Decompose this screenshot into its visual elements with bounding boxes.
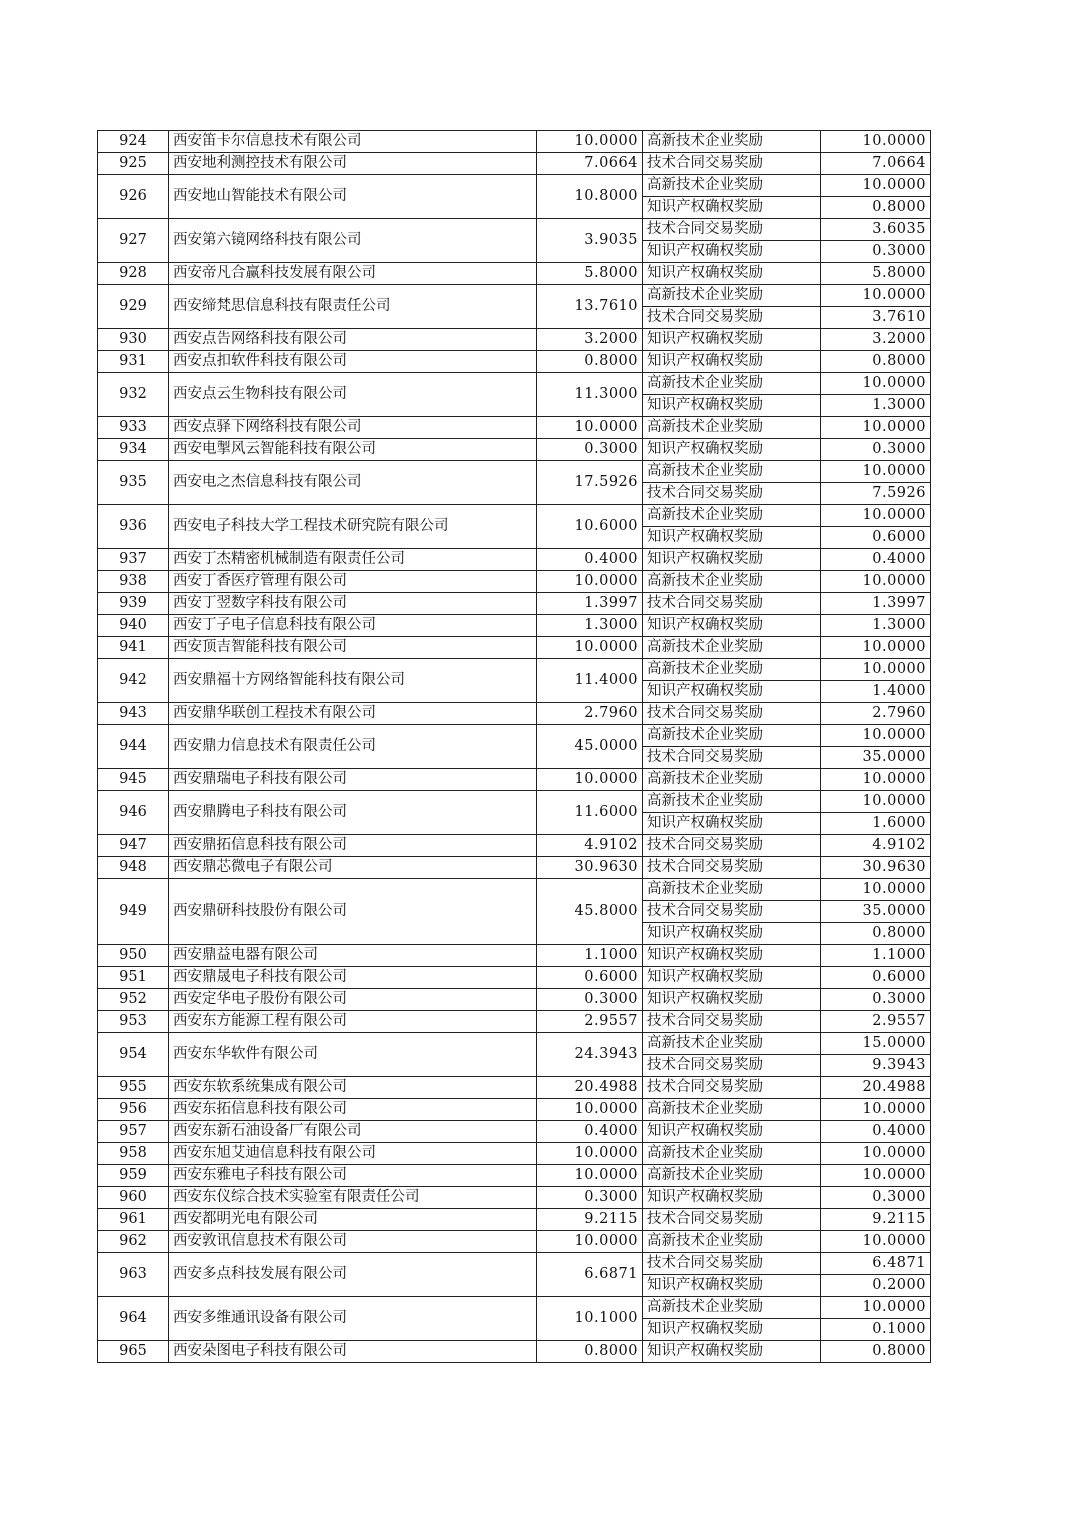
total-amount: 2.9557	[537, 1011, 643, 1033]
total-amount: 10.0000	[537, 131, 643, 153]
award-type: 知识产权确权奖励	[643, 923, 821, 945]
award-type: 技术合同交易奖励	[643, 593, 821, 615]
award-type: 知识产权确权奖励	[643, 351, 821, 373]
total-amount: 1.3997	[537, 593, 643, 615]
award-type: 技术合同交易奖励	[643, 153, 821, 175]
total-amount: 45.0000	[537, 725, 643, 769]
company-name: 西安东仪综合技术实验室有限责任公司	[169, 1187, 537, 1209]
company-name: 西安多点科技发展有限公司	[169, 1253, 537, 1297]
award-amount: 0.3000	[821, 241, 931, 263]
company-name: 西安鼎瑞电子科技有限公司	[169, 769, 537, 791]
table-row	[98, 769, 931, 791]
total-amount: 11.3000	[537, 373, 643, 417]
award-amount: 1.3000	[821, 615, 931, 637]
award-amount: 3.7610	[821, 307, 931, 329]
award-amount: 20.4988	[821, 1077, 931, 1099]
award-amount: 10.0000	[821, 769, 931, 791]
award-amount: 10.0000	[821, 879, 931, 901]
row-number: 953	[98, 1011, 169, 1033]
row-number: 964	[98, 1297, 169, 1341]
award-amount: 10.0000	[821, 373, 931, 395]
award-type: 高新技术企业奖励	[643, 505, 821, 527]
row-number: 965	[98, 1341, 169, 1363]
row-number: 942	[98, 659, 169, 703]
company-name: 西安鼎晟电子科技有限公司	[169, 967, 537, 989]
total-amount: 11.4000	[537, 659, 643, 703]
award-amount: 0.3000	[821, 1187, 931, 1209]
award-type: 知识产权确权奖励	[643, 1319, 821, 1341]
company-name: 西安鼎益电器有限公司	[169, 945, 537, 967]
award-amount: 10.0000	[821, 1143, 931, 1165]
row-number: 932	[98, 373, 169, 417]
company-name: 西安电子科技大学工程技术研究院有限公司	[169, 505, 537, 549]
total-amount: 0.3000	[537, 439, 643, 461]
total-amount: 0.8000	[537, 351, 643, 373]
row-number: 961	[98, 1209, 169, 1231]
award-type: 知识产权确权奖励	[643, 1121, 821, 1143]
company-name: 西安电掣风云智能科技有限公司	[169, 439, 537, 461]
award-amount: 1.4000	[821, 681, 931, 703]
company-name: 西安第六镜网络科技有限公司	[169, 219, 537, 263]
company-name: 西安笛卡尔信息技术有限公司	[169, 131, 537, 153]
award-amount: 10.0000	[821, 725, 931, 747]
award-type: 知识产权确权奖励	[643, 241, 821, 263]
total-amount: 45.8000	[537, 879, 643, 945]
award-type: 高新技术企业奖励	[643, 1143, 821, 1165]
company-name: 西安顶吉智能科技有限公司	[169, 637, 537, 659]
row-number: 948	[98, 857, 169, 879]
total-amount: 11.6000	[537, 791, 643, 835]
table-row	[98, 945, 931, 967]
table-row	[98, 637, 931, 659]
table-row	[98, 703, 931, 725]
total-amount: 10.0000	[537, 1099, 643, 1121]
table-row	[98, 263, 931, 285]
award-amount: 0.1000	[821, 1319, 931, 1341]
award-amount: 1.3000	[821, 395, 931, 417]
table-row	[98, 153, 931, 175]
company-name: 西安帝凡合赢科技发展有限公司	[169, 263, 537, 285]
total-amount: 10.8000	[537, 175, 643, 219]
row-number: 928	[98, 263, 169, 285]
award-amount: 10.0000	[821, 1297, 931, 1319]
row-number: 938	[98, 571, 169, 593]
award-amount: 5.8000	[821, 263, 931, 285]
company-name: 西安朵图电子科技有限公司	[169, 1341, 537, 1363]
award-type: 高新技术企业奖励	[643, 791, 821, 813]
company-name: 西安鼎研科技股份有限公司	[169, 879, 537, 945]
company-name: 西安东方能源工程有限公司	[169, 1011, 537, 1033]
award-type: 知识产权确权奖励	[643, 945, 821, 967]
award-amount: 10.0000	[821, 285, 931, 307]
award-type: 技术合同交易奖励	[643, 219, 821, 241]
table-row	[98, 1165, 931, 1187]
award-amount: 10.0000	[821, 791, 931, 813]
award-amount: 10.0000	[821, 1231, 931, 1253]
total-amount: 4.9102	[537, 835, 643, 857]
award-amount: 0.6000	[821, 967, 931, 989]
award-type: 高新技术企业奖励	[643, 769, 821, 791]
total-amount: 17.5926	[537, 461, 643, 505]
company-name: 西安东雅电子科技有限公司	[169, 1165, 537, 1187]
award-amount: 1.3997	[821, 593, 931, 615]
row-number: 950	[98, 945, 169, 967]
award-type: 高新技术企业奖励	[643, 461, 821, 483]
row-number: 941	[98, 637, 169, 659]
award-type: 知识产权确权奖励	[643, 967, 821, 989]
table-row	[98, 1033, 931, 1055]
company-name: 西安点扣软件科技有限公司	[169, 351, 537, 373]
total-amount: 10.0000	[537, 571, 643, 593]
company-name: 西安地山智能技术有限公司	[169, 175, 537, 219]
award-type: 技术合同交易奖励	[643, 1209, 821, 1231]
company-name: 西安定华电子股份有限公司	[169, 989, 537, 1011]
award-amount: 10.0000	[821, 131, 931, 153]
award-amount: 10.0000	[821, 461, 931, 483]
award-type: 知识产权确权奖励	[643, 527, 821, 549]
company-name: 西安点云生物科技有限公司	[169, 373, 537, 417]
award-amount: 0.4000	[821, 549, 931, 571]
award-amount: 0.6000	[821, 527, 931, 549]
row-number: 947	[98, 835, 169, 857]
company-name: 西安鼎腾电子科技有限公司	[169, 791, 537, 835]
award-type: 知识产权确权奖励	[643, 989, 821, 1011]
award-amount: 30.9630	[821, 857, 931, 879]
award-type: 高新技术企业奖励	[643, 1231, 821, 1253]
award-amount: 9.2115	[821, 1209, 931, 1231]
award-type: 知识产权确权奖励	[643, 1275, 821, 1297]
table-row	[98, 571, 931, 593]
table-row	[98, 1341, 931, 1363]
row-number: 945	[98, 769, 169, 791]
table-row	[98, 131, 931, 153]
total-amount: 0.3000	[537, 989, 643, 1011]
award-amount: 0.8000	[821, 923, 931, 945]
company-name: 西安东旭艾迪信息科技有限公司	[169, 1143, 537, 1165]
table-row	[98, 351, 931, 373]
row-number: 930	[98, 329, 169, 351]
award-type: 高新技术企业奖励	[643, 637, 821, 659]
total-amount: 0.4000	[537, 1121, 643, 1143]
total-amount: 13.7610	[537, 285, 643, 329]
table-row	[98, 1099, 931, 1121]
row-number: 935	[98, 461, 169, 505]
award-type: 技术合同交易奖励	[643, 703, 821, 725]
total-amount: 24.3943	[537, 1033, 643, 1077]
table-row	[98, 835, 931, 857]
total-amount: 9.2115	[537, 1209, 643, 1231]
award-amount: 1.6000	[821, 813, 931, 835]
table-row	[98, 989, 931, 1011]
total-amount: 0.4000	[537, 549, 643, 571]
award-type: 高新技术企业奖励	[643, 1099, 821, 1121]
total-amount: 2.7960	[537, 703, 643, 725]
award-type: 技术合同交易奖励	[643, 307, 821, 329]
award-amount: 2.7960	[821, 703, 931, 725]
award-amount: 10.0000	[821, 417, 931, 439]
award-amount: 0.3000	[821, 439, 931, 461]
award-type: 技术合同交易奖励	[643, 483, 821, 505]
row-number: 929	[98, 285, 169, 329]
table-row	[98, 593, 931, 615]
award-type: 高新技术企业奖励	[643, 879, 821, 901]
table-row	[98, 439, 931, 461]
award-type: 知识产权确权奖励	[643, 395, 821, 417]
row-number: 956	[98, 1099, 169, 1121]
award-amount: 9.3943	[821, 1055, 931, 1077]
table-row	[98, 219, 931, 241]
award-amount: 0.4000	[821, 1121, 931, 1143]
table-row	[98, 1209, 931, 1231]
company-name: 西安丁翌数字科技有限公司	[169, 593, 537, 615]
table-row	[98, 175, 931, 197]
award-type: 知识产权确权奖励	[643, 1341, 821, 1363]
award-amount: 4.9102	[821, 835, 931, 857]
total-amount: 10.0000	[537, 769, 643, 791]
award-amount: 10.0000	[821, 175, 931, 197]
company-name: 西安东软系统集成有限公司	[169, 1077, 537, 1099]
row-number: 933	[98, 417, 169, 439]
table-row	[98, 857, 931, 879]
award-type: 高新技术企业奖励	[643, 1033, 821, 1055]
total-amount: 10.1000	[537, 1297, 643, 1341]
company-name: 西安敦讯信息技术有限公司	[169, 1231, 537, 1253]
company-name: 西安鼎芯微电子有限公司	[169, 857, 537, 879]
row-number: 951	[98, 967, 169, 989]
row-number: 959	[98, 1165, 169, 1187]
award-amount: 35.0000	[821, 747, 931, 769]
row-number: 925	[98, 153, 169, 175]
company-name: 西安丁香医疗管理有限公司	[169, 571, 537, 593]
company-name: 西安鼎拓信息科技有限公司	[169, 835, 537, 857]
award-amount: 0.8000	[821, 1341, 931, 1363]
row-number: 931	[98, 351, 169, 373]
row-number: 944	[98, 725, 169, 769]
table-row	[98, 1231, 931, 1253]
award-type: 高新技术企业奖励	[643, 373, 821, 395]
total-amount: 3.9035	[537, 219, 643, 263]
table-row	[98, 461, 931, 483]
total-amount: 6.6871	[537, 1253, 643, 1297]
total-amount: 0.6000	[537, 967, 643, 989]
award-amount: 0.8000	[821, 197, 931, 219]
total-amount: 1.1000	[537, 945, 643, 967]
company-name: 西安东华软件有限公司	[169, 1033, 537, 1077]
award-type: 高新技术企业奖励	[643, 1297, 821, 1319]
company-name: 西安点告网络科技有限公司	[169, 329, 537, 351]
award-amount: 10.0000	[821, 1165, 931, 1187]
row-number: 955	[98, 1077, 169, 1099]
company-name: 西安电之杰信息科技有限公司	[169, 461, 537, 505]
row-number: 937	[98, 549, 169, 571]
award-amount: 3.2000	[821, 329, 931, 351]
table-row	[98, 1143, 931, 1165]
company-name: 西安缔梵思信息科技有限责任公司	[169, 285, 537, 329]
table-row	[98, 967, 931, 989]
total-amount: 20.4988	[537, 1077, 643, 1099]
row-number: 954	[98, 1033, 169, 1077]
table-row	[98, 285, 931, 307]
award-amount: 1.1000	[821, 945, 931, 967]
award-amount: 10.0000	[821, 659, 931, 681]
total-amount: 0.8000	[537, 1341, 643, 1363]
table-row	[98, 879, 931, 901]
award-amount: 0.8000	[821, 351, 931, 373]
award-type: 技术合同交易奖励	[643, 857, 821, 879]
award-amount: 10.0000	[821, 1099, 931, 1121]
award-type: 高新技术企业奖励	[643, 285, 821, 307]
table-row	[98, 791, 931, 813]
award-type: 知识产权确权奖励	[643, 329, 821, 351]
award-type: 知识产权确权奖励	[643, 615, 821, 637]
award-amount: 10.0000	[821, 505, 931, 527]
total-amount: 30.9630	[537, 857, 643, 879]
table-row	[98, 1297, 931, 1319]
table-row	[98, 417, 931, 439]
total-amount: 10.0000	[537, 1165, 643, 1187]
award-type: 知识产权确权奖励	[643, 549, 821, 571]
table-row	[98, 725, 931, 747]
company-name: 西安多维通讯设备有限公司	[169, 1297, 537, 1341]
company-name: 西安鼎力信息技术有限责任公司	[169, 725, 537, 769]
table-row	[98, 1187, 931, 1209]
table-row	[98, 1121, 931, 1143]
total-amount: 10.0000	[537, 417, 643, 439]
award-table-body	[98, 131, 931, 1363]
award-amount: 7.0664	[821, 153, 931, 175]
award-type: 知识产权确权奖励	[643, 813, 821, 835]
row-number: 963	[98, 1253, 169, 1297]
award-amount: 15.0000	[821, 1033, 931, 1055]
award-type: 知识产权确权奖励	[643, 1187, 821, 1209]
award-type: 技术合同交易奖励	[643, 1011, 821, 1033]
table-row	[98, 505, 931, 527]
award-type: 技术合同交易奖励	[643, 747, 821, 769]
row-number: 957	[98, 1121, 169, 1143]
award-amount: 0.2000	[821, 1275, 931, 1297]
table-row	[98, 1011, 931, 1033]
award-type: 技术合同交易奖励	[643, 1253, 821, 1275]
row-number: 936	[98, 505, 169, 549]
award-type: 高新技术企业奖励	[643, 659, 821, 681]
table-row	[98, 659, 931, 681]
total-amount: 10.0000	[537, 1231, 643, 1253]
award-type: 高新技术企业奖励	[643, 175, 821, 197]
award-amount: 10.0000	[821, 637, 931, 659]
company-name: 西安丁子电子信息科技有限公司	[169, 615, 537, 637]
company-name: 西安东拓信息科技有限公司	[169, 1099, 537, 1121]
award-amount: 35.0000	[821, 901, 931, 923]
award-type: 高新技术企业奖励	[643, 131, 821, 153]
award-type: 知识产权确权奖励	[643, 197, 821, 219]
award-type: 知识产权确权奖励	[643, 681, 821, 703]
table-row	[98, 1077, 931, 1099]
row-number: 952	[98, 989, 169, 1011]
table-row	[98, 615, 931, 637]
award-table-sheet	[97, 130, 930, 1363]
row-number: 943	[98, 703, 169, 725]
row-number: 940	[98, 615, 169, 637]
row-number: 949	[98, 879, 169, 945]
company-name: 西安地利测控技术有限公司	[169, 153, 537, 175]
company-name: 西安鼎华联创工程技术有限公司	[169, 703, 537, 725]
total-amount: 5.8000	[537, 263, 643, 285]
total-amount: 0.3000	[537, 1187, 643, 1209]
row-number: 958	[98, 1143, 169, 1165]
table-row	[98, 373, 931, 395]
award-amount: 7.5926	[821, 483, 931, 505]
total-amount: 10.0000	[537, 1143, 643, 1165]
award-type: 技术合同交易奖励	[643, 1055, 821, 1077]
row-number: 926	[98, 175, 169, 219]
row-number: 924	[98, 131, 169, 153]
row-number: 939	[98, 593, 169, 615]
table-row	[98, 1253, 931, 1275]
award-type: 高新技术企业奖励	[643, 417, 821, 439]
total-amount: 1.3000	[537, 615, 643, 637]
award-type: 知识产权确权奖励	[643, 263, 821, 285]
award-amount: 6.4871	[821, 1253, 931, 1275]
award-table	[97, 130, 931, 1363]
award-amount: 0.3000	[821, 989, 931, 1011]
total-amount: 7.0664	[537, 153, 643, 175]
row-number: 960	[98, 1187, 169, 1209]
company-name: 西安丁杰精密机械制造有限责任公司	[169, 549, 537, 571]
company-name: 西安点驿下网络科技有限公司	[169, 417, 537, 439]
award-amount: 3.6035	[821, 219, 931, 241]
row-number: 927	[98, 219, 169, 263]
award-type: 高新技术企业奖励	[643, 571, 821, 593]
table-row	[98, 549, 931, 571]
company-name: 西安都明光电有限公司	[169, 1209, 537, 1231]
award-type: 高新技术企业奖励	[643, 725, 821, 747]
total-amount: 10.6000	[537, 505, 643, 549]
award-type: 技术合同交易奖励	[643, 835, 821, 857]
row-number: 934	[98, 439, 169, 461]
award-amount: 10.0000	[821, 571, 931, 593]
table-row	[98, 329, 931, 351]
row-number: 946	[98, 791, 169, 835]
award-amount: 2.9557	[821, 1011, 931, 1033]
company-name: 西安鼎福十方网络智能科技有限公司	[169, 659, 537, 703]
award-type: 技术合同交易奖励	[643, 901, 821, 923]
award-type: 高新技术企业奖励	[643, 1165, 821, 1187]
award-type: 技术合同交易奖励	[643, 1077, 821, 1099]
total-amount: 3.2000	[537, 329, 643, 351]
row-number: 962	[98, 1231, 169, 1253]
company-name: 西安东新石油设备厂有限公司	[169, 1121, 537, 1143]
award-type: 知识产权确权奖励	[643, 439, 821, 461]
total-amount: 10.0000	[537, 637, 643, 659]
